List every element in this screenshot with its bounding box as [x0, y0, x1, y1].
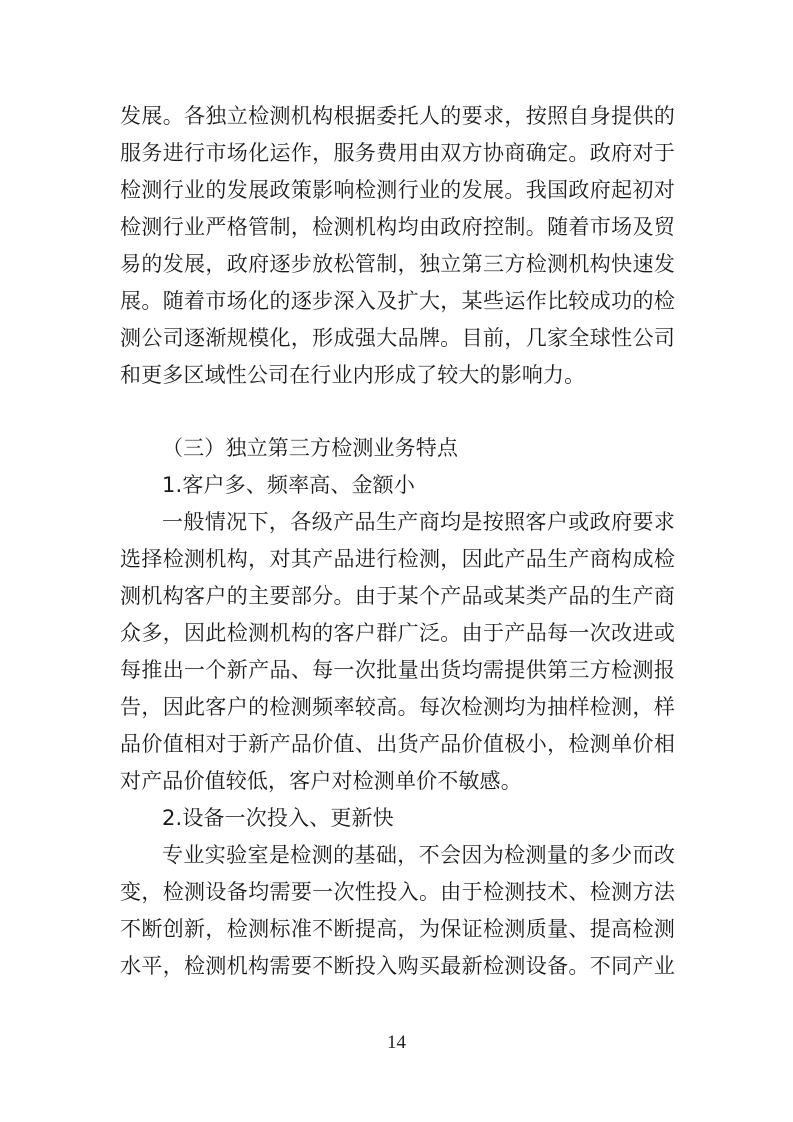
text-line: 品价值相对于新产品价值、出货产品价值极小，检测单价相 — [120, 732, 675, 756]
text-line: 众多，因此检测机构的客户群广泛。由于产品每一次改进或 — [120, 621, 675, 645]
text-line: 水平，检测机构需要不断投入购买最新检测设备。不同产业 — [120, 954, 675, 978]
text-line: 每推出一个新产品、每一次批量出货均需提供第三方检测报 — [120, 658, 675, 682]
text-line: 测公司逐渐规模化，形成强大品牌。目前，几家全球性公司 — [120, 326, 675, 350]
text-line: 检测行业的发展政策影响检测行业的发展。我国政府起初对 — [120, 178, 675, 202]
text-line: 检测行业严格管制，检测机构均由政府控制。随着市场及贸 — [120, 215, 675, 239]
text-line: 一般情况下，各级产品生产商均是按照客户或政府要求 — [162, 510, 675, 534]
paragraph-industry-development — [120, 98, 675, 394]
page-number: 14 — [387, 1032, 406, 1053]
section-heading: （三）独立第三方检测业务特点 — [162, 436, 459, 460]
text-line: 告，因此客户的检测频率较高。每次检测均为抽样检测，样 — [120, 695, 675, 719]
paragraph-customers — [120, 504, 675, 800]
text-line: 发展。各独立检测机构根据委托人的要求，按照自身提供的 — [120, 104, 675, 128]
text-line: 不断创新，检测标准不断提高，为保证检测质量、提高检测 — [120, 917, 675, 941]
text-line: 测机构客户的主要部分。由于某个产品或某类产品的生产商 — [120, 584, 675, 608]
paragraph-gap — [120, 394, 675, 430]
text-line: 对产品价值较低，客户对检测单价不敏感。 — [120, 769, 522, 793]
text-line: 专业实验室是检测的基础，不会因为检测量的多少而改 — [162, 843, 675, 867]
text-line: 变，检测设备均需要一次性投入。由于检测技术、检测方法 — [120, 880, 675, 904]
text-line: 选择检测机构，对其产品进行检测，因此产品生产商构成检 — [120, 547, 675, 571]
subsection-heading-2: 2.设备一次投入、更新快 — [162, 806, 394, 830]
body-text — [120, 98, 675, 985]
text-line: 展。随着市场化的逐步深入及扩大，某些运作比较成功的检 — [120, 289, 675, 313]
text-line: 易的发展，政府逐步放松管制，独立第三方检测机构快速发 — [120, 252, 675, 276]
text-line: 服务进行市场化运作，服务费用由双方协商确定。政府对于 — [120, 141, 675, 165]
subsection-heading-1: 1.客户多、频率高、金额小 — [162, 473, 415, 497]
paragraph-equipment — [120, 837, 675, 985]
text-line: 和更多区域性公司在行业内形成了较大的影响力。 — [120, 363, 586, 387]
